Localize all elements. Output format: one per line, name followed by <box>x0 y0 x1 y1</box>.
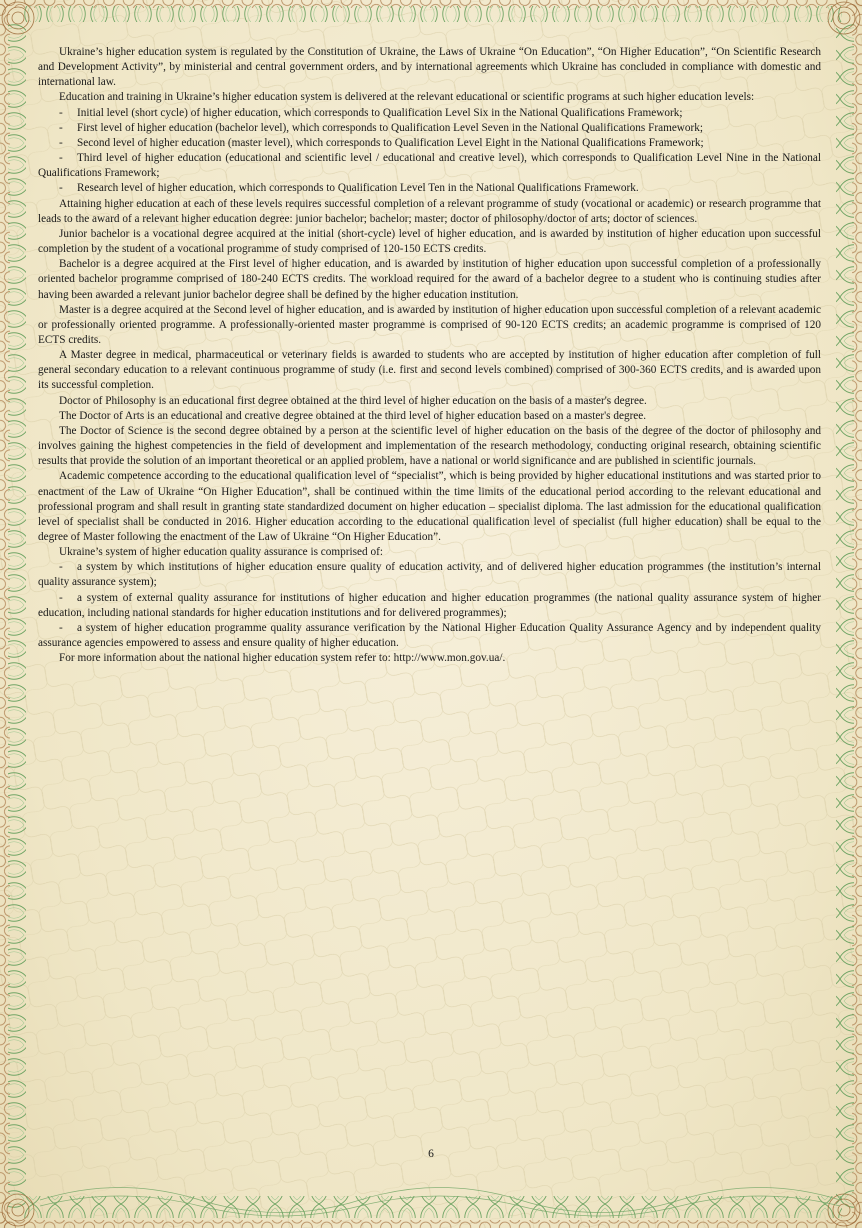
list-item <box>38 151 821 181</box>
list-bullet: - <box>59 561 63 574</box>
list-item-text: Second level of higher education (master level), which corresponds to Qualification Level Eight in the National Qualifications Framework; <box>77 136 704 149</box>
paragraph: A Master degree in medical, pharmaceutical or veterinary fields is awarded to students who are accepted by institution of higher education after completion of full general secondary education to a relevant continuous programme of study (i.e. first and second levels combined) comprised of 300-360 ECTS credits, and is awarded upon its successful completion. <box>38 349 821 392</box>
paragraph: Master is a degree acquired at the Second level of higher education, and is awarded by institution of higher education upon successful completion of a relevant academic or professionally oriented programme. A professionally-oriented master programme is comprised of 90-120 ECTS credits; an academic programme is comprised of 120 ECTS credits. <box>38 303 821 346</box>
list-item-text: First level of higher education (bachelor level), which corresponds to Qualification Level Seven in the National Qualifications Framework; <box>77 121 704 134</box>
list-item <box>38 121 821 136</box>
list-item-text: Third level of higher education (educational and scientific level / educational and creative level), which corresponds to Qualification Level Nine in the National Qualifications Framework; <box>38 152 821 180</box>
list-item <box>38 106 821 121</box>
document-body <box>38 45 821 666</box>
list-bullet: - <box>59 106 63 119</box>
list-item-text: a system of external quality assurance for institutions of higher education and higher education programmes (the national quality assurance system of higher education, including national standards for higher education institutions and for delivered programmes); <box>38 591 821 619</box>
list-bullet: - <box>59 621 63 634</box>
paragraph: The Doctor of Science is the second degree obtained by a person at the scientific level of higher education on the basis of the degree of the doctor of philosophy and involves gaining the highest competencies in the field of development and implementation of the research methodology, conducting original research, obtaining scientific results that provide the solution of an important theoretical or an applied problem, have a national or world significance and are published in scientific journals. <box>38 424 821 468</box>
list-item-text: a system by which institutions of higher education ensure quality of education activity, and of delivered higher education programmes (the institution’s internal quality assurance system); <box>38 561 821 589</box>
paragraph: Academic competence according to the educational qualification level of “specialist”, which is being provided by higher educational institutions and was started prior to enactment of the Law of Ukraine “On Higher Education”, shall be continued within the time limits of the educational period according to the relevant educational and professional program and shall result in granting state standardized document on higher education – specialist diploma. The last admission for the educational qualification level of specialist shall be conducted in 2016. Higher education according to the educational qualification level of specialist (full higher education) shall be equal to the degree of Master following the enactment of the Law of Ukraine “On Higher Education”. <box>38 470 821 543</box>
list-item-text: a system of higher education programme quality assurance verification by the National Higher Education Quality Assurance Agency and by independent quality assurance agencies empowered to assess and ensure quality of higher education. <box>38 621 821 650</box>
paragraph: Doctor of Philosophy is an educational first degree obtained at the third level of higher education on the basis of a master's degree. <box>59 394 647 407</box>
paragraph: Ukraine’s system of higher education quality assurance is comprised of: <box>59 546 383 559</box>
list-item <box>38 181 821 196</box>
paragraph: Bachelor is a degree acquired at the First level of higher education, and is awarded by institution of higher education upon successful completion of a professionally oriented bachelor programme comprised of 180-240 ECTS credits. The workload required for the award of a bachelor degree to a student who is continuing studies after having been awarded a relevant junior bachelor degree shall be defined by the higher education institution. <box>38 258 821 301</box>
list-item-text: Research level of higher education, which corresponds to Qualification Level Ten in the National Qualifications Framework. <box>77 182 639 195</box>
list-item <box>38 136 821 151</box>
paragraph: Junior bachelor is a vocational degree acquired at the initial (short-cycle) level of higher education, and is awarded by institution of higher education upon successful completion by the student of a vocational programme of study comprised of 120-150 ECTS credits. <box>38 227 821 256</box>
list-bullet: - <box>59 152 63 165</box>
paragraph: Ukraine’s higher education system is regulated by the Constitution of Ukraine, the Laws of Ukraine “On Education”, “On Higher Education”, “On Scientific Research and Development Activity”, by ministerial and central government orders, and by international agreements which Ukraine has concluded in compliance with domestic and international law. <box>38 46 821 89</box>
paragraph: Attaining higher education at each of these levels requires successful completion of a relevant programme of study (vocational or academic) or research programme that leads to the award of a relevant higher education degree: junior bachelor; bachelor; master; doctor of philosophy/doctor of arts; doctor of sciences. <box>38 197 821 225</box>
paragraph: For more information about the national higher education system refer to: http://www.mon.gov.ua/. <box>59 652 506 665</box>
list-bullet: - <box>59 591 63 604</box>
list-item-text: Initial level (short cycle) of higher education, which corresponds to Qualification Level Six in the National Qualifications Framework; <box>77 106 683 119</box>
list-bullet: - <box>59 136 63 149</box>
list-item <box>38 621 821 651</box>
page-number: 6 <box>428 1148 434 1160</box>
paragraph: Education and training in Ukraine’s higher education system is delivered at the relevant educational or scientific programs at such higher education levels: <box>59 91 755 104</box>
list-item <box>38 560 821 590</box>
list-bullet: - <box>59 121 63 134</box>
list-item <box>38 591 821 621</box>
list-bullet: - <box>59 182 63 195</box>
paragraph: The Doctor of Arts is an educational and creative degree obtained at the third level of higher education based on a master's degree. <box>59 409 647 422</box>
